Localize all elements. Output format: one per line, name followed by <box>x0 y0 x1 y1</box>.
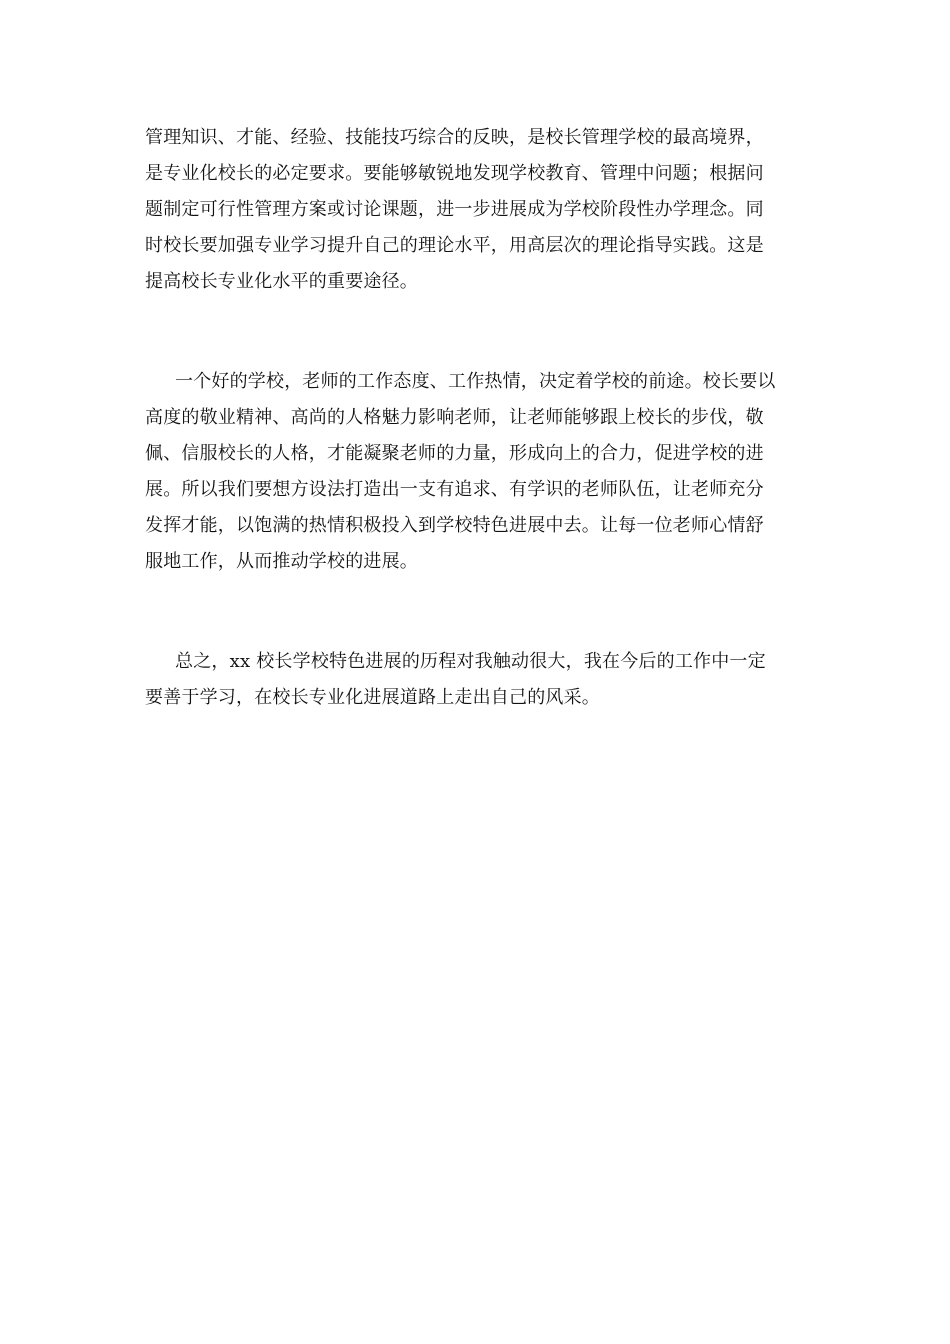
paragraph-line: 是专业化校长的必定要求。要能够敏锐地发现学校教育、管理中问题；根据问 <box>145 163 764 184</box>
paragraph-line: 一个好的学校，老师的工作态度、工作热情，决定着学校的前途。校长要以 <box>175 371 776 392</box>
paragraph-spacer <box>145 580 805 644</box>
document-body <box>145 120 805 716</box>
paragraph-1 <box>145 120 805 300</box>
paragraph-line: 题制定可行性管理方案或讨论课题，进一步进展成为学校阶段性办学理念。同 <box>145 199 764 220</box>
paragraph-line: 高度的敬业精神、高尚的人格魅力影响老师，让老师能够跟上校长的步伐，敬 <box>145 407 764 428</box>
paragraph-line: 要善于学习，在校长专业化进展道路上走出自己的风采。 <box>145 687 600 708</box>
paragraph-line: 总之，xx 校长学校特色进展的历程对我触动很大，我在今后的工作中一定 <box>175 651 766 672</box>
paragraph-line: 佩、信服校长的人格，才能凝聚老师的力量，形成向上的合力，促进学校的进 <box>145 443 764 464</box>
paragraph-line: 提高校长专业化水平的重要途径。 <box>145 271 418 292</box>
paragraph-line: 服地工作，从而推动学校的进展。 <box>145 551 418 572</box>
paragraph-line: 展。所以我们要想方设法打造出一支有追求、有学识的老师队伍，让老师充分 <box>145 479 764 500</box>
paragraph-spacer <box>145 300 805 364</box>
paragraph-line: 发挥才能，以饱满的热情积极投入到学校特色进展中去。让每一位老师心情舒 <box>145 515 764 536</box>
paragraph-3 <box>145 644 805 716</box>
paragraph-line: 时校长要加强专业学习提升自己的理论水平，用高层次的理论指导实践。这是 <box>145 235 764 256</box>
paragraph-line: 管理知识、才能、经验、技能技巧综合的反映，是校长管理学校的最高境界， <box>145 127 764 148</box>
paragraph-2 <box>145 364 805 580</box>
